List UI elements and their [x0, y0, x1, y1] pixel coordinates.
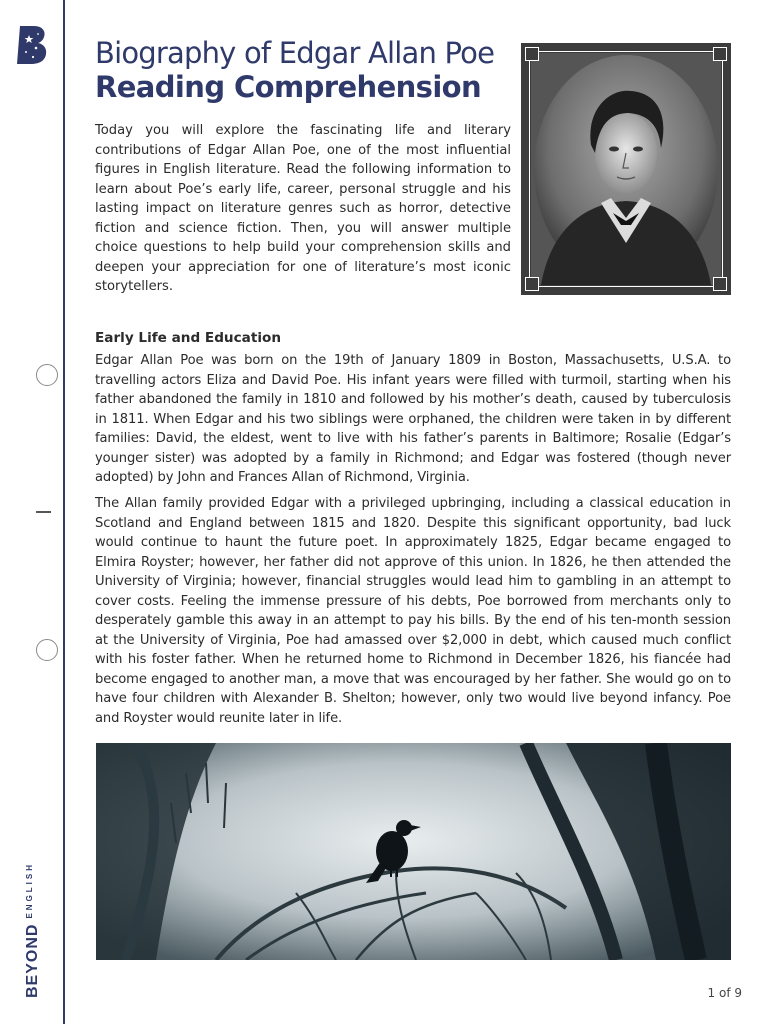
brand-sub: ENGLISH [25, 861, 34, 919]
binder-hole [36, 364, 58, 386]
brand-name: BEYOND [24, 923, 41, 998]
fold-mark [36, 511, 51, 513]
frame-corner [713, 277, 727, 291]
frame-corner [713, 47, 727, 61]
section-paragraph: Edgar Allan Poe was born on the 19th of January 1809 in Boston, Massachusetts, U.S.A. to travelling actors Eliza and David Poe. His infant years were filled with turmoil, starting when his father abandoned the family in 1810 and followed by his mother’s death, caused by tuberculosis in 1811. When Edgar and his two siblings were orphaned, the children were taken in by different families: David, the eldest, went to live with his father’s parents in Baltimore; Rosalie (Edgar’s younger sister) was adopted by a family in Richmond; and Edgar was fostered (though never adopted) by John and Frances Allan of Richmond, Virginia. [95, 353, 731, 485]
page-title: Biography of Edgar Allan Poe [95, 36, 495, 70]
poe-portrait-image [521, 43, 731, 295]
raven-photo-image [96, 743, 731, 960]
section-paragraph: The Allan family provided Edgar with a privileged upbringing, including a classical education in Scotland and England between 1815 and 1820. Despite this significant opportunity, bad luck would continue to haunt the future poet. In approximately 1825, Edgar became engaged to Elmira Royster; however, her father did not approve of this union. In 1826, he then attended the University of Virginia; however, financial struggles would lead him to gambling in an attempt to cover costs. Feeling the immense pressure of his debts, Poe borrowed from merchants only to desperately gamble this away in an attempt to pay his bills. By the end of his ten-month session at the University of Virginia, Poe had amassed over $2,000 in debt, which caused much conflict with his foster father. When he returned home to Richmond in December 1826, his fiancée had become engaged to another man, a move that was encouraged by her father. She would go on to have four children with Alexander B. Shelton; however, only two would live beyond infancy. Poe and Royster would reunite later in life. [95, 496, 731, 726]
binder-hole [36, 639, 58, 661]
section-heading: Early Life and Education [95, 330, 282, 346]
page-subtitle: Reading Comprehension [95, 70, 482, 104]
page-margin-line [63, 0, 65, 1024]
frame-corner [525, 47, 539, 61]
frame-corner [525, 277, 539, 291]
brand-wordmark [24, 862, 42, 998]
beyond-logo-icon [14, 24, 50, 66]
intro-paragraph: Today you will explore the fascinating life and literary contributions of Edgar Allan Poe, one of the most influential figures in English literature. Read the following information to learn about Poe’s early life, career, personal struggle and his lasting impact on literature genres such as horror, detective fiction and science fiction. Then, you will answer multiple choice questions to help build your comprehension skills and deepen your appreciation for one of literature’s most iconic storytellers. [95, 123, 511, 294]
portrait-frame [529, 51, 723, 287]
page-number: 1 of 9 [707, 986, 742, 1000]
